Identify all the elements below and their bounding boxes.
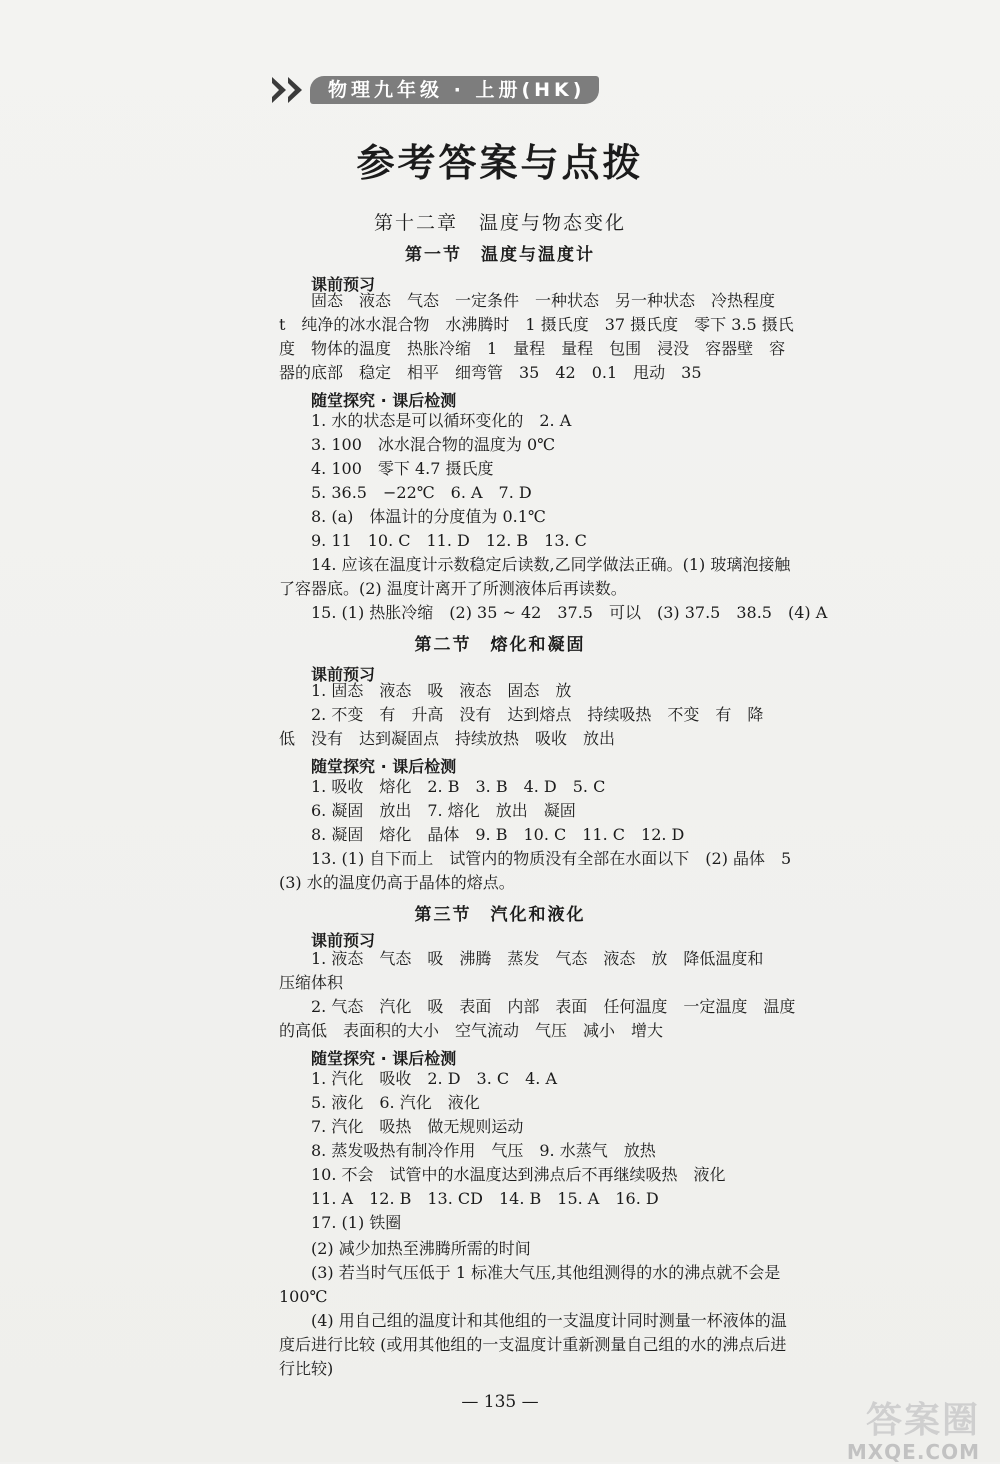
- page-number: — 135 —: [461, 1392, 539, 1412]
- text-line: 6. 凝固 放出 7. 熔化 放出 凝固: [311, 801, 576, 820]
- text-line: 压缩体积: [279, 973, 344, 992]
- text-line: 4. 100 零下 4.7 摄氏度: [311, 459, 494, 478]
- site-watermark: [847, 1402, 980, 1464]
- book-title-banner: 物理九年级 · 上册(HK): [310, 76, 599, 104]
- text-line: 7. 汽化 吸热 做无规则运动: [311, 1117, 524, 1136]
- text-line: 度后进行比较 (或用其他组的一支温度计重新测量自己组的水的沸点后进: [279, 1335, 787, 1354]
- subhead-check-2: 随堂探究 · 课后检测: [311, 757, 457, 776]
- text-line: 低 没有 达到凝固点 持续放热 吸收 放出: [279, 729, 616, 748]
- text-line: 17. (1) 铁圈: [311, 1213, 402, 1232]
- section-title-3: 第三节 汽化和液化: [414, 905, 586, 925]
- subhead-preview-2: 课前预习: [311, 665, 376, 684]
- text-line: (2) 减少加热至沸腾所需的时间: [311, 1239, 531, 1258]
- text-line: 固态 液态 气态 一定条件 一种状态 另一种状态 冷热程度: [311, 291, 776, 310]
- text-line: 3. 100 冰水混合物的温度为 0℃: [311, 435, 556, 454]
- chapter-title: 第十二章 温度与物态变化: [373, 212, 626, 234]
- subhead-preview-1: 课前预习: [311, 275, 376, 294]
- text-line: 5. 液化 6. 汽化 液化: [311, 1093, 480, 1112]
- text-line: 1. 水的状态是可以循环变化的 2. A: [311, 411, 572, 430]
- text-line: 14. 应该在温度计示数稳定后读数,乙同学做法正确。(1) 玻璃泡接触: [311, 555, 791, 574]
- text-line: 13. (1) 自下而上 试管内的物质没有全部在水面以下 (2) 晶体 5: [311, 849, 792, 868]
- text-line: 了容器底。(2) 温度计离开了所测液体后再读数。: [279, 579, 627, 598]
- text-line: (3) 若当时气压低于 1 标准大气压,其他组测得的水的沸点就不会是: [311, 1263, 781, 1282]
- text-line: 1. 固态 液态 吸 液态 固态 放: [311, 681, 572, 700]
- chevron-right-icon: [272, 77, 286, 103]
- header-band: [272, 76, 599, 104]
- text-line: 9. 11 10. C 11. D 12. B 13. C: [311, 531, 587, 550]
- text-line: 行比较): [279, 1359, 334, 1378]
- text-line: (3) 水的温度仍高于晶体的熔点。: [279, 873, 515, 892]
- text-line: 11. A 12. B 13. CD 14. B 15. A 16. D: [311, 1189, 659, 1208]
- text-line: t 纯净的冰水混合物 水沸腾时 1 摄氏度 37 摄氏度 零下 3.5 摄氏: [279, 315, 794, 334]
- text-line: 1. 吸收 熔化 2. B 3. B 4. D 5. C: [311, 777, 606, 796]
- text-line: 5. 36.5 −22℃ 6. A 7. D: [311, 483, 532, 502]
- text-line: 10. 不会 试管中的水温度达到沸点后不再继续吸热 液化: [311, 1165, 726, 1184]
- text-line: 2. 气态 汽化 吸 表面 内部 表面 任何温度 一定温度 温度: [311, 997, 796, 1016]
- watermark-url: MXQE.COM: [846, 1440, 980, 1464]
- text-line: 8. 凝固 熔化 晶体 9. B 10. C 11. C 12. D: [311, 825, 685, 844]
- text-line: 的高低 表面积的大小 空气流动 气压 减小 增大: [279, 1021, 664, 1040]
- text-line: 8. (a) 体温计的分度值为 0.1℃: [311, 507, 546, 526]
- text-line: 100℃: [279, 1287, 328, 1306]
- text-line: 度 物体的温度 热胀冷缩 1 量程 量程 包围 浸没 容器壁 容: [279, 339, 786, 358]
- text-line: 15. (1) 热胀冷缩 (2) 35 ~ 42 37.5 可以 (3) 37.5 38.5 (4) A: [311, 603, 828, 622]
- chevron-right-icon: [288, 77, 302, 103]
- text-line: (4) 用自己组的温度计和其他组的一支温度计同时测量一杯液体的温: [311, 1311, 787, 1330]
- subhead-preview-3: 课前预习: [311, 931, 376, 950]
- text-line: 1. 汽化 吸收 2. D 3. C 4. A: [311, 1069, 558, 1088]
- text-line: 1. 液态 气态 吸 沸腾 蒸发 气态 液态 放 降低温度和: [311, 949, 764, 968]
- section-title-1: 第一节 温度与温度计: [405, 245, 595, 265]
- text-line: 2. 不变 有 升高 没有 达到熔点 持续吸热 不变 有 降: [311, 705, 764, 724]
- watermark-logo-text: 答案圈: [865, 1400, 980, 1441]
- subhead-check-1: 随堂探究 · 课后检测: [311, 391, 457, 410]
- section-title-2: 第二节 熔化和凝固: [414, 635, 586, 655]
- subhead-check-3: 随堂探究 · 课后检测: [311, 1049, 457, 1068]
- page-title: 参考答案与点拨: [356, 140, 644, 185]
- text-line: 8. 蒸发吸热有制冷作用 气压 9. 水蒸气 放热: [311, 1141, 656, 1160]
- text-line: 器的底部 稳定 相平 细弯管 35 42 0.1 甩动 35: [279, 363, 702, 382]
